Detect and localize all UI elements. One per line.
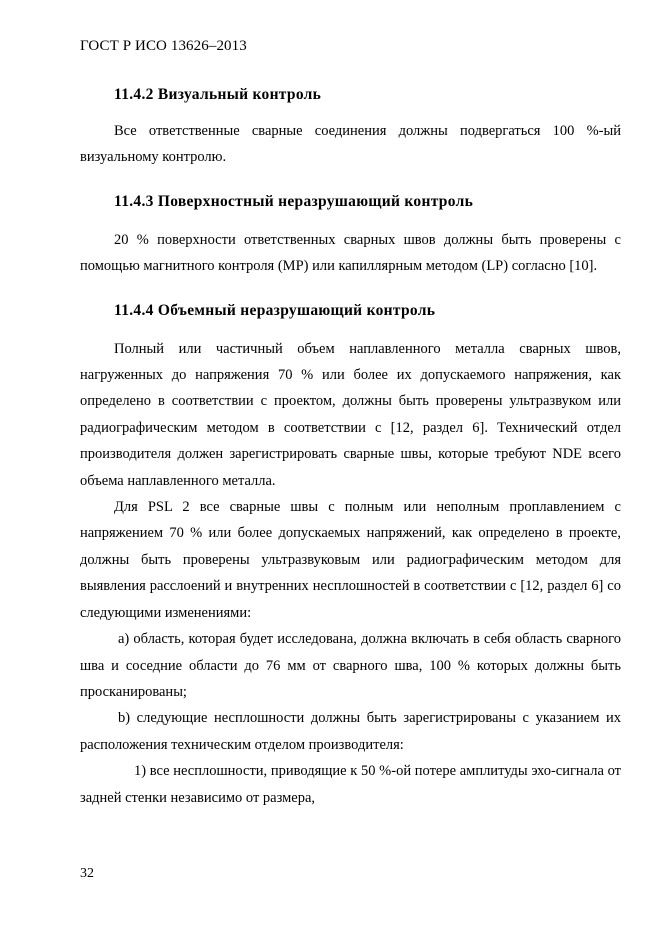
sub-list-item: 1) все несплошности, приводящие к 50 %-ой потере амплитуды эхо-сигнала от задней стенки независимо от размера, [80,763,621,806]
section-heading-surface-ndt: 11.4.3 Поверхностный неразрушающий контроль [114,192,474,210]
paragraph: Все ответственные сварные соединения должны подвергаться 100 %-ый визуальному контролю. [80,123,621,166]
paragraph: Полный или частичный объем наплавленного металла сварных швов, нагруженных до напряжения 70 % или более их допускаемого напряжения, как определено в соответствии с проектом, должны быть проверены ультразвуком или радиографическим методом в соответствии с [12, раздел 6]. Технический отдел производителя должен зарегистрировать сварные швы, которые требуют NDE всего объема наплавленного металла. [80,340,621,489]
paragraph: Для PSL 2 все сварные швы с полным или неполным проплавлением с напряжением 70 % или более допускаемых напряжений, как определено в проекте, должны быть проверены ультразвуковым или радиографическим методом для выявления расслоений и внутренних несплошностей в соответствии с [12, раздел 6] со следующими изменениями: [80,499,621,621]
list-item: b) следующие несплошности должны быть зарегистрированы с указанием их расположения техническим отделом производителя: [80,710,621,753]
paragraph: 20 % поверхности ответственных сварных швов должны быть проверены с помощью магнитного контроля (MP) или капиллярным методом (LP) согласно [10]. [80,231,621,275]
document-body [80,80,621,811]
page-number: 32 [80,866,94,881]
section-heading-volumetric-ndt: 11.4.4 Объемный неразрушающий контроль [114,301,436,319]
document-header: ГОСТ Р ИСО 13626–2013 [80,38,247,54]
list-item: a) область, которая будет исследована, должна включать в себя область сварного шва и соседние области до 76 мм от сварного шва, 100 % которых должны быть просканированы; [80,631,621,700]
section-heading-visual-inspection: 11.4.2 Визуальный контроль [114,86,322,103]
